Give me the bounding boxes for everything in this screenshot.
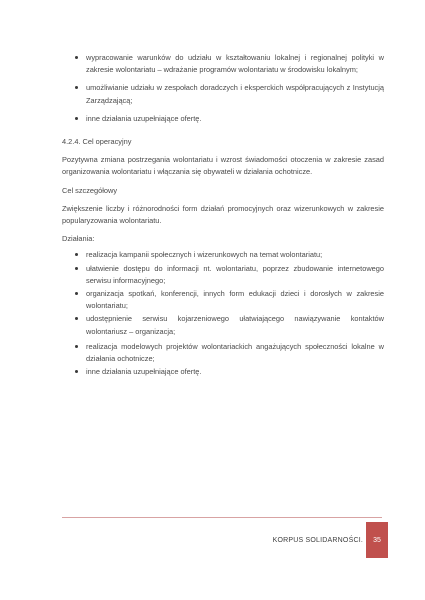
- bullet-list-actions: [62, 249, 384, 378]
- bullet-icon: [75, 345, 78, 348]
- list-item: inne działania uzupełniające ofertę.: [62, 366, 384, 378]
- sub-heading: Cel szczegółowy: [62, 185, 118, 195]
- list-item: realizacja kampanii społecznych i wizerunkowych na temat wolontariatu;: [62, 249, 384, 261]
- bullet-icon: [75, 317, 78, 320]
- list-item: wypracowanie warunków do udziału w kształtowaniu lokalnej i regionalnej polityki w zakresie wolontariatu – wdrażanie programów wolontariatu w środowisku lokalnym;: [62, 52, 384, 76]
- bullet-icon: [75, 267, 78, 270]
- section-paragraph: Pozytywna zmiana postrzegania wolontariatu i wzrost świadomości otoczenia w zakresie zasad organizowania wolontariatu i włączania się obywateli w działania ochotnicze.: [62, 155, 384, 177]
- bullet-icon: [75, 253, 78, 256]
- sub-paragraph: Zwiększenie liczby i różnorodności form działań promocyjnych oraz wizerunkowych w zakresie popularyzowania wolontariatu.: [62, 203, 384, 226]
- list-item: ułatwienie dostępu do informacji nt. wolontariatu, poprzez zbudowanie internetowego serwisu informacyjnego;: [62, 263, 384, 287]
- bullet-list-top: [62, 52, 384, 125]
- list-item: umożliwianie udziału w zespołach doradczych i eksperckich współpracujących z Instytucją Zarządzającą;: [62, 82, 384, 106]
- footer-title: KORPUS SOLIDARNOŚCI.: [272, 537, 363, 544]
- bullet-icon: [75, 56, 78, 59]
- page-number-badge: [366, 522, 388, 558]
- bullet-icon: [75, 86, 78, 89]
- bullet-icon: [75, 292, 78, 295]
- bullet-icon: [75, 117, 78, 120]
- footer-divider: [62, 517, 382, 518]
- bullet-icon: [75, 370, 78, 373]
- page-number: 35: [373, 536, 381, 544]
- actions-heading: Działania:: [62, 234, 95, 244]
- section-heading: 4.2.4. Cel operacyjny: [62, 137, 132, 147]
- list-item: udostępnienie serwisu kojarzeniowego ułatwiającego nawiązywanie kontaktów wolontariusz – organizacja;: [62, 313, 384, 337]
- list-item: realizacja modelowych projektów wolontariackich angażujących społeczności lokalne w działania ochotnicze;: [62, 341, 384, 365]
- list-item: inne działania uzupełniające ofertę.: [62, 113, 384, 125]
- list-item: organizacja spotkań, konferencji, innych form edukacji dzieci i dorosłych w zakresie wolontariatu;: [62, 288, 384, 312]
- page-content: [62, 52, 384, 379]
